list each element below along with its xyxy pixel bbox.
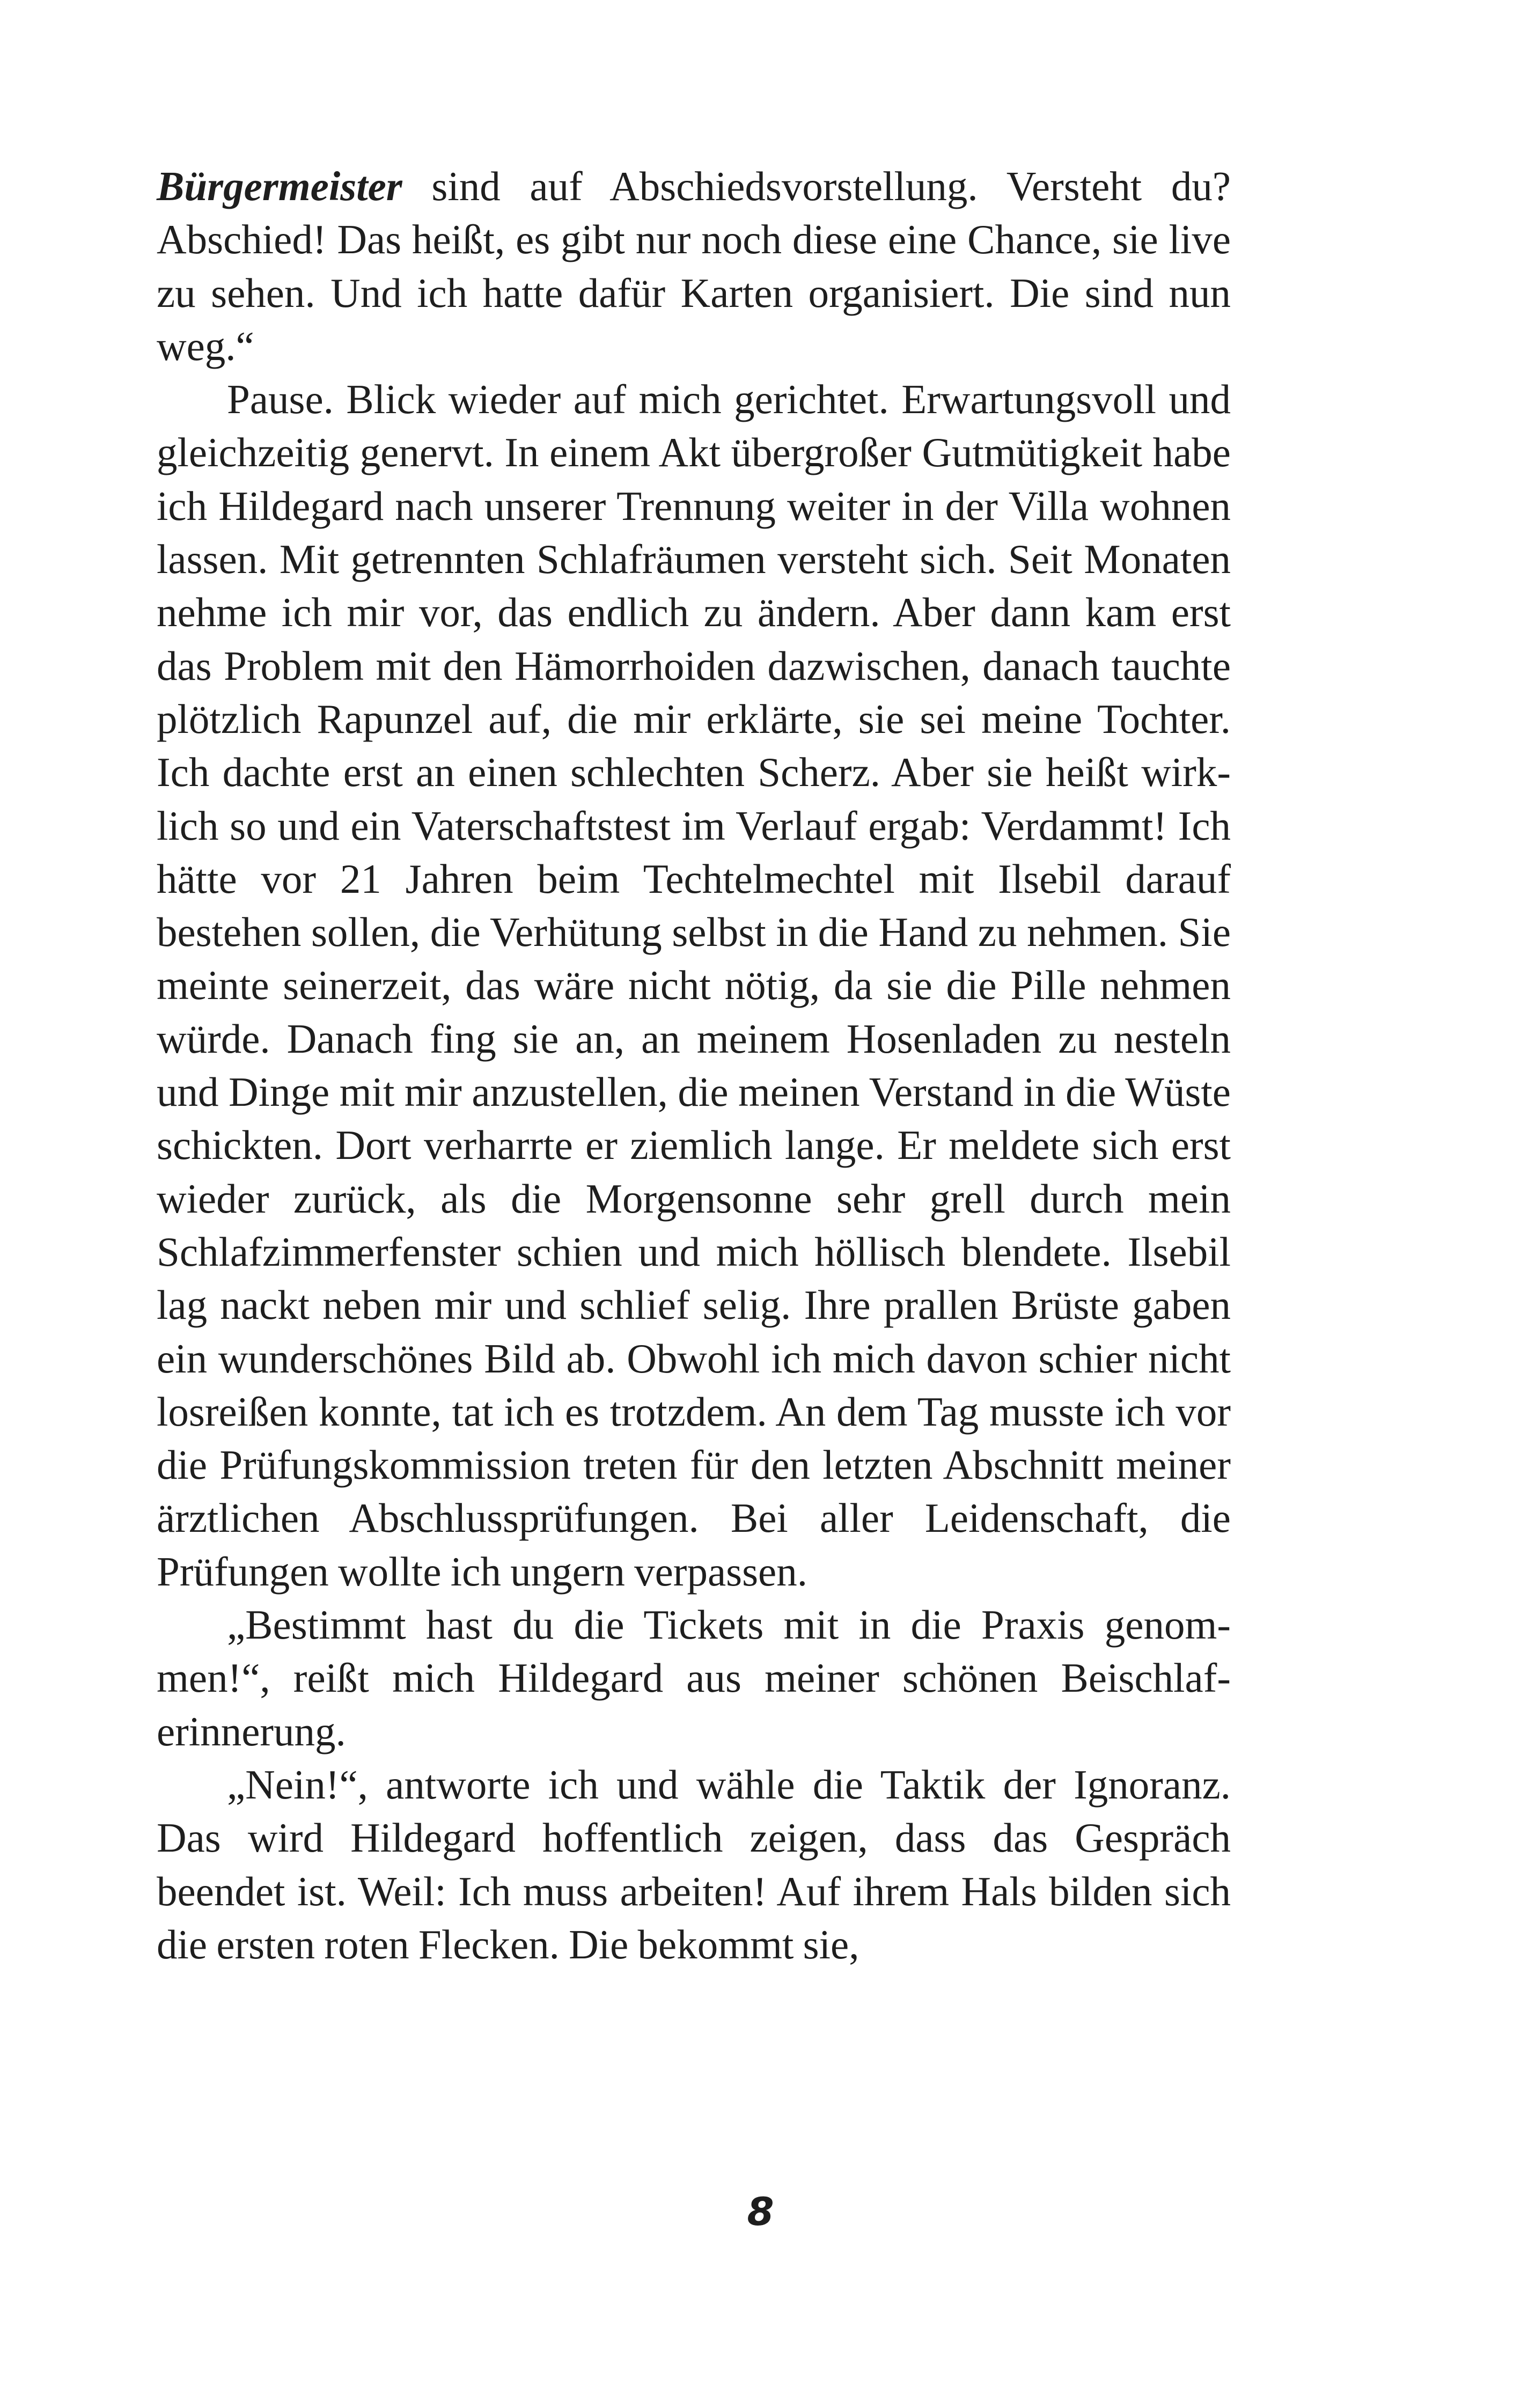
band-name-emphasis: Bürgermeister	[157, 163, 402, 209]
paragraph-2: Pause. Blick wieder auf mich gerichtet. Erwartungsvoll und gleichzeitig genervt. In einem Akt übergroßer Gutmütigkeit habe ich Hildegard nach unserer Trennung weiter in der Villa wohnen lassen. Mit getrennten Schlafräumen versteht sich. Seit Monaten nehme ich mir vor, das endlich zu ändern. Aber dann kam erst das Problem mit den Hämorrhoiden dazwischen, danach tauchte plötzlich Rapunzel auf, die mir erklärte, sie sei meine Tochter. Ich dachte erst an einen schlechten Scherz. Aber sie heißt wirklich so und ein Vaterschaftstest im Verlauf ergab: Verdammt! Ich hätte vor 21 Jahren beim Techtelmechtel mit Ilsebil darauf bestehen sollen, die Verhütung selbst in die Hand zu nehmen. Sie meinte seinerzeit, das wäre nicht nötig, da sie die Pille nehmen würde. Danach fing sie an, an meinem Hosenladen zu nesteln und Dinge mit mir anzustellen, die meinen Verstand in die Wüste schickten. Dort verharrte er ziemlich lange. Er meldete sich erst wieder zurück, als die Morgensonne sehr grell durch mein Schlafzimmerfenster schien und mich höllisch blendete. Ilsebil lag nackt neben mir und schlief selig. Ihre prallen Brüste gaben ein wunderschönes Bild ab. Obwohl ich mich davon schier nicht losreißen konnte, tat ich es trotzdem. An dem Tag musste ich vor die Prüfungskommission treten für den letzten Abschnitt meiner ärztlichen Abschlussprüfungen. Bei aller Leidenschaft, die Prüfungen wollte ich ungern verpassen.	[157, 376, 1231, 1595]
paragraph-3: „Bestimmt hast du die Tickets mit in die Praxis genommen!“, reißt mich Hildegard aus meiner schönen Beischlaferinnerung.	[157, 1602, 1231, 1754]
paragraph-1	[157, 160, 1231, 373]
body-text	[157, 160, 1231, 1971]
paragraph-4: „Nein!“, antworte ich und wähle die Taktik der Ignoranz. Das wird Hildegard hoffentlich zeigen, dass das Gespräch beendet ist. Weil: Ich muss arbeiten! Auf ihrem Hals bilden sich die ersten roten Flecken. Die bekommt sie,	[157, 1761, 1231, 1967]
page-number: 8	[747, 2189, 774, 2234]
paragraph-1-text: sind auf Abschiedsvorstellung. Versteht du? Abschied! Das heißt, es gibt nur noch diese eine Chance, sie live zu sehen. Und ich hatte dafür Karten organisiert. Die sind nun weg.“	[157, 163, 1231, 369]
